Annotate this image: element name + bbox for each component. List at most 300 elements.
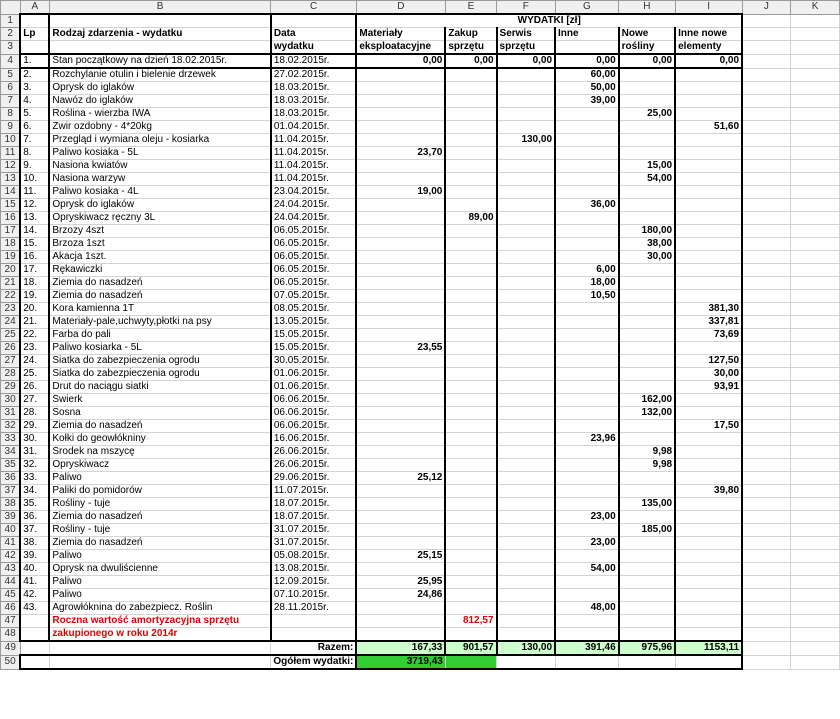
cell-e[interactable]	[445, 381, 496, 394]
cell[interactable]	[791, 563, 840, 576]
cell[interactable]	[742, 212, 791, 225]
cell-b[interactable]: Środek na mszycę	[49, 446, 270, 459]
row-header[interactable]: 3	[1, 41, 21, 55]
cell[interactable]	[791, 459, 840, 472]
cell-h[interactable]	[619, 342, 675, 355]
cell-b[interactable]: Paliwo kosiaka - 5L	[49, 147, 270, 160]
row-header[interactable]: 36	[1, 472, 21, 485]
cell-a[interactable]: 1.	[20, 54, 49, 68]
cell-h[interactable]	[619, 355, 675, 368]
cell-b[interactable]: Kora kamienna 1T	[49, 303, 270, 316]
inne-nowe-header[interactable]: Inne nowe	[675, 28, 742, 41]
select-all-corner[interactable]	[1, 1, 21, 15]
cell-d[interactable]	[356, 602, 445, 615]
cell-a[interactable]: 5.	[20, 108, 49, 121]
cell-h[interactable]	[619, 290, 675, 303]
cell-d[interactable]	[356, 290, 445, 303]
cell[interactable]	[20, 628, 49, 642]
cell[interactable]	[791, 420, 840, 433]
amort-value[interactable]: 812,57	[445, 615, 496, 628]
cell-b[interactable]: Siatka do zabezpieczenia ogrodu	[49, 355, 270, 368]
cell-i[interactable]	[675, 147, 742, 160]
row-header[interactable]: 31	[1, 407, 21, 420]
cell[interactable]	[742, 589, 791, 602]
cell-d[interactable]	[356, 264, 445, 277]
cell-i[interactable]	[675, 602, 742, 615]
cell[interactable]	[742, 511, 791, 524]
cell-e[interactable]	[445, 251, 496, 264]
cell-f[interactable]	[497, 199, 556, 212]
cell[interactable]	[791, 316, 840, 329]
row-header[interactable]: 23	[1, 303, 21, 316]
cell-f[interactable]	[497, 316, 556, 329]
cell[interactable]	[791, 108, 840, 121]
cell-a[interactable]: 34.	[20, 485, 49, 498]
col-header-h[interactable]: H	[619, 1, 675, 15]
cell-h[interactable]	[619, 511, 675, 524]
cell-d[interactable]	[356, 82, 445, 95]
cell-b[interactable]: Brzozy 4szt	[49, 225, 270, 238]
cell-c[interactable]: 06.05.2015r.	[271, 251, 357, 264]
cell-d[interactable]	[356, 316, 445, 329]
row-header[interactable]: 47	[1, 615, 21, 628]
cell-g[interactable]: 48,00	[555, 602, 619, 615]
cell[interactable]	[742, 355, 791, 368]
cell-e[interactable]	[445, 446, 496, 459]
cell[interactable]	[791, 511, 840, 524]
row-header[interactable]: 7	[1, 95, 21, 108]
cell-g[interactable]	[555, 446, 619, 459]
cell-g[interactable]: 50,00	[555, 82, 619, 95]
row-header[interactable]: 48	[1, 628, 21, 642]
cell[interactable]	[791, 433, 840, 446]
cell[interactable]	[791, 264, 840, 277]
row-header[interactable]: 14	[1, 186, 21, 199]
cell-c[interactable]: 01.04.2015r.	[271, 121, 357, 134]
row-header[interactable]: 41	[1, 537, 21, 550]
cell-g[interactable]	[555, 108, 619, 121]
row-header[interactable]: 45	[1, 589, 21, 602]
cell-h[interactable]	[619, 485, 675, 498]
cell-c[interactable]: 07.10.2015r.	[271, 589, 357, 602]
cell[interactable]	[497, 655, 556, 669]
cell-d[interactable]	[356, 563, 445, 576]
cell[interactable]	[49, 641, 270, 655]
cell-c[interactable]: 30.05.2015r.	[271, 355, 357, 368]
cell-f[interactable]	[497, 420, 556, 433]
cell[interactable]	[675, 655, 742, 669]
cell[interactable]	[791, 160, 840, 173]
cell[interactable]	[791, 41, 840, 55]
cell[interactable]	[791, 524, 840, 537]
cell-h[interactable]	[619, 420, 675, 433]
cell-d[interactable]: 25,95	[356, 576, 445, 589]
cell-i[interactable]	[675, 238, 742, 251]
cell[interactable]	[675, 628, 742, 642]
cell-a[interactable]: 32.	[20, 459, 49, 472]
razem-d[interactable]: 167,33	[356, 641, 445, 655]
row-header[interactable]: 28	[1, 368, 21, 381]
row-header[interactable]: 49	[1, 641, 21, 655]
cell-a[interactable]: 13.	[20, 212, 49, 225]
cell-e[interactable]	[445, 420, 496, 433]
cell-d[interactable]	[356, 394, 445, 407]
cell[interactable]	[742, 602, 791, 615]
razem-f[interactable]: 130,00	[497, 641, 556, 655]
cell-g[interactable]: 36,00	[555, 199, 619, 212]
cell[interactable]	[742, 485, 791, 498]
cell-a[interactable]: 41.	[20, 576, 49, 589]
cell-d[interactable]: 24,86	[356, 589, 445, 602]
cell-b[interactable]: Rozchylanie otulin i bielenie drzewek	[49, 68, 270, 82]
cell-f[interactable]	[497, 82, 556, 95]
cell-f[interactable]	[497, 589, 556, 602]
row-header[interactable]: 5	[1, 68, 21, 82]
row-header[interactable]: 42	[1, 550, 21, 563]
cell[interactable]	[742, 641, 791, 655]
cell-f[interactable]	[497, 472, 556, 485]
cell-g[interactable]	[555, 394, 619, 407]
cell-a[interactable]: 35.	[20, 498, 49, 511]
cell-d[interactable]	[356, 511, 445, 524]
cell-f[interactable]	[497, 368, 556, 381]
cell-f[interactable]	[497, 485, 556, 498]
cell-f[interactable]	[497, 446, 556, 459]
row-header[interactable]: 44	[1, 576, 21, 589]
cell-c[interactable]: 06.05.2015r.	[271, 264, 357, 277]
cell-h[interactable]: 30,00	[619, 251, 675, 264]
cell-e[interactable]	[445, 498, 496, 511]
cell-b[interactable]: Brzoza 1szt	[49, 238, 270, 251]
cell-i[interactable]	[675, 550, 742, 563]
cell-b[interactable]: Żwir ozdobny - 4*20kg	[49, 121, 270, 134]
cell-g[interactable]	[555, 407, 619, 420]
cell[interactable]	[742, 316, 791, 329]
cell-c[interactable]: 11.04.2015r.	[271, 160, 357, 173]
cell-h[interactable]	[619, 563, 675, 576]
cell-f[interactable]	[497, 602, 556, 615]
cell-i[interactable]	[675, 173, 742, 186]
cell-a[interactable]: 14.	[20, 225, 49, 238]
cell-e[interactable]	[445, 95, 496, 108]
cell[interactable]	[742, 238, 791, 251]
cell-g[interactable]	[555, 498, 619, 511]
cell-i[interactable]	[675, 82, 742, 95]
rodzaj-header[interactable]: Rodzaj zdarzenia - wydatku	[49, 28, 270, 41]
cell-a[interactable]: 16.	[20, 251, 49, 264]
cell[interactable]	[742, 368, 791, 381]
cell-f[interactable]	[497, 225, 556, 238]
cell-a[interactable]: 8.	[20, 147, 49, 160]
cell-i[interactable]: 17,50	[675, 420, 742, 433]
cell-f[interactable]	[497, 108, 556, 121]
row-header[interactable]: 4	[1, 54, 21, 68]
cell-b[interactable]: Farba do pali	[49, 329, 270, 342]
cell-a[interactable]: 7.	[20, 134, 49, 147]
cell[interactable]	[742, 186, 791, 199]
cell-b[interactable]: Ziemia do nasadzeń	[49, 290, 270, 303]
cell[interactable]	[742, 121, 791, 134]
cell-c[interactable]: 01.06.2015r.	[271, 368, 357, 381]
cell-h[interactable]: 132,00	[619, 407, 675, 420]
cell-e[interactable]	[445, 238, 496, 251]
cell[interactable]	[742, 407, 791, 420]
cell-b[interactable]: Paliki do pomidorów	[49, 485, 270, 498]
zakup-header[interactable]: Zakup	[445, 28, 496, 41]
nowe-header-2[interactable]: rośliny	[619, 41, 675, 55]
cell[interactable]	[791, 394, 840, 407]
cell[interactable]	[791, 147, 840, 160]
cell-b[interactable]: Ziemia do nasadzeń	[49, 537, 270, 550]
cell[interactable]	[791, 537, 840, 550]
cell[interactable]	[791, 212, 840, 225]
cell[interactable]	[49, 14, 270, 28]
cell-b[interactable]: Rośliny - tuje	[49, 524, 270, 537]
cell-e[interactable]	[445, 576, 496, 589]
cell-c[interactable]: 08.05.2015r.	[271, 303, 357, 316]
row-header[interactable]: 10	[1, 134, 21, 147]
cell[interactable]	[791, 28, 840, 41]
cell[interactable]	[742, 329, 791, 342]
cell-b[interactable]: Ziemia do nasadzeń	[49, 420, 270, 433]
cell[interactable]	[742, 524, 791, 537]
cell-i[interactable]	[675, 446, 742, 459]
cell-f[interactable]	[497, 394, 556, 407]
cell-a[interactable]: 31.	[20, 446, 49, 459]
row-header[interactable]: 40	[1, 524, 21, 537]
cell-e[interactable]	[445, 121, 496, 134]
cell-a[interactable]: 17.	[20, 264, 49, 277]
cell-a[interactable]: 26.	[20, 381, 49, 394]
row-header[interactable]: 38	[1, 498, 21, 511]
cell-a[interactable]: 4.	[20, 95, 49, 108]
cell-c[interactable]: 26.06.2015r.	[271, 459, 357, 472]
cell-e[interactable]	[445, 199, 496, 212]
col-header-g[interactable]: G	[555, 1, 619, 15]
cell-f[interactable]	[497, 355, 556, 368]
cell-e[interactable]	[445, 316, 496, 329]
cell-i[interactable]	[675, 394, 742, 407]
cell-a[interactable]: 38.	[20, 537, 49, 550]
cell-c[interactable]: 31.07.2015r.	[271, 524, 357, 537]
cell-i[interactable]	[675, 68, 742, 82]
cell[interactable]	[791, 342, 840, 355]
row-header[interactable]: 43	[1, 563, 21, 576]
cell-f[interactable]	[497, 303, 556, 316]
cell[interactable]	[791, 173, 840, 186]
cell[interactable]	[791, 277, 840, 290]
cell[interactable]	[791, 68, 840, 82]
cell-i[interactable]	[675, 277, 742, 290]
cell[interactable]	[742, 95, 791, 108]
cell[interactable]	[742, 147, 791, 160]
cell-h[interactable]	[619, 212, 675, 225]
cell[interactable]	[742, 108, 791, 121]
cell[interactable]	[742, 472, 791, 485]
cell-f[interactable]	[497, 147, 556, 160]
cell-b[interactable]: Opryskiwacz ręczny 3L	[49, 212, 270, 225]
cell[interactable]	[791, 82, 840, 95]
cell[interactable]	[742, 54, 791, 68]
cell-h[interactable]	[619, 68, 675, 82]
cell[interactable]	[619, 615, 675, 628]
cell-c[interactable]: 16.06.2015r.	[271, 433, 357, 446]
cell-i[interactable]: 39,80	[675, 485, 742, 498]
cell-e[interactable]: 0,00	[445, 54, 496, 68]
cell-e[interactable]	[445, 290, 496, 303]
cell-d[interactable]	[356, 303, 445, 316]
cell-g[interactable]	[555, 459, 619, 472]
cell-g[interactable]: 54,00	[555, 563, 619, 576]
cell-b[interactable]: Paliwo	[49, 472, 270, 485]
cell-d[interactable]	[356, 173, 445, 186]
cell-h[interactable]: 38,00	[619, 238, 675, 251]
cell-h[interactable]: 15,00	[619, 160, 675, 173]
cell[interactable]	[555, 615, 619, 628]
cell-i[interactable]	[675, 212, 742, 225]
cell-g[interactable]: 10,50	[555, 290, 619, 303]
cell-c[interactable]: 11.04.2015r.	[271, 173, 357, 186]
cell[interactable]	[742, 446, 791, 459]
cell[interactable]	[742, 264, 791, 277]
cell[interactable]	[791, 615, 840, 628]
cell-c[interactable]: 01.06.2015r.	[271, 381, 357, 394]
cell-c[interactable]: 29.06.2015r.	[271, 472, 357, 485]
row-header[interactable]: 21	[1, 277, 21, 290]
cell-a[interactable]: 43.	[20, 602, 49, 615]
data-header-2[interactable]: wydatku	[271, 41, 357, 55]
cell[interactable]	[791, 550, 840, 563]
cell-c[interactable]: 18.02.2015r.	[271, 54, 357, 68]
cell-c[interactable]: 11.04.2015r.	[271, 147, 357, 160]
cell-e[interactable]	[445, 264, 496, 277]
cell-g[interactable]	[555, 134, 619, 147]
cell-h[interactable]: 135,00	[619, 498, 675, 511]
cell-a[interactable]: 42.	[20, 589, 49, 602]
cell-h[interactable]	[619, 589, 675, 602]
cell-g[interactable]	[555, 589, 619, 602]
cell-b[interactable]: Stan początkowy na dzień 18.02.2015r.	[49, 54, 270, 68]
cell-g[interactable]: 23,00	[555, 511, 619, 524]
cell-b[interactable]: Świerk	[49, 394, 270, 407]
cell[interactable]	[791, 641, 840, 655]
cell-e[interactable]	[445, 433, 496, 446]
cell-d[interactable]	[356, 134, 445, 147]
cell[interactable]	[742, 28, 791, 41]
cell-g[interactable]: 0,00	[555, 54, 619, 68]
row-header[interactable]: 39	[1, 511, 21, 524]
cell-b[interactable]: Drut do naciągu siatki	[49, 381, 270, 394]
cell-h[interactable]	[619, 472, 675, 485]
cell-c[interactable]: 06.06.2015r.	[271, 394, 357, 407]
cell-i[interactable]: 381,30	[675, 303, 742, 316]
cell-a[interactable]: 6.	[20, 121, 49, 134]
cell-c[interactable]: 06.05.2015r.	[271, 277, 357, 290]
cell[interactable]	[791, 121, 840, 134]
row-header[interactable]: 34	[1, 446, 21, 459]
cell-d[interactable]	[356, 329, 445, 342]
cell-e[interactable]	[445, 160, 496, 173]
cell-f[interactable]	[497, 277, 556, 290]
cell-d[interactable]	[356, 446, 445, 459]
cell-c[interactable]: 23.04.2015r.	[271, 186, 357, 199]
cell-f[interactable]: 0,00	[497, 54, 556, 68]
cell-h[interactable]	[619, 264, 675, 277]
cell-d[interactable]	[356, 433, 445, 446]
cell-g[interactable]	[555, 420, 619, 433]
cell-i[interactable]	[675, 134, 742, 147]
cell-c[interactable]: 15.05.2015r.	[271, 329, 357, 342]
cell[interactable]	[356, 628, 445, 642]
cell-e[interactable]	[445, 173, 496, 186]
zakup-header-2[interactable]: sprzętu	[445, 41, 496, 55]
cell-h[interactable]	[619, 576, 675, 589]
cell-h[interactable]: 54,00	[619, 173, 675, 186]
cell-e[interactable]	[445, 329, 496, 342]
row-header[interactable]: 19	[1, 251, 21, 264]
inne-header[interactable]: Inne	[555, 28, 619, 41]
cell-e[interactable]	[445, 394, 496, 407]
cell[interactable]	[742, 14, 791, 28]
row-header[interactable]: 29	[1, 381, 21, 394]
cell-e[interactable]	[445, 472, 496, 485]
row-header[interactable]: 35	[1, 459, 21, 472]
row-header[interactable]: 22	[1, 290, 21, 303]
cell-i[interactable]: 0,00	[675, 54, 742, 68]
cell[interactable]	[791, 186, 840, 199]
cell-h[interactable]: 185,00	[619, 524, 675, 537]
cell-e[interactable]	[445, 550, 496, 563]
cell-d[interactable]: 23,55	[356, 342, 445, 355]
cell[interactable]	[20, 14, 49, 28]
cell-h[interactable]	[619, 303, 675, 316]
row-header[interactable]: 17	[1, 225, 21, 238]
cell-a[interactable]: 39.	[20, 550, 49, 563]
cell-c[interactable]: 07.05.2015r.	[271, 290, 357, 303]
cell-e[interactable]	[445, 147, 496, 160]
cell[interactable]	[791, 589, 840, 602]
cell-i[interactable]	[675, 108, 742, 121]
cell-e[interactable]	[445, 563, 496, 576]
cell-c[interactable]: 26.06.2015r.	[271, 446, 357, 459]
cell-g[interactable]: 6,00	[555, 264, 619, 277]
cell-e[interactable]	[445, 68, 496, 82]
cell-a[interactable]: 22.	[20, 329, 49, 342]
cell-i[interactable]	[675, 433, 742, 446]
cell[interactable]	[791, 446, 840, 459]
cell[interactable]	[20, 41, 49, 55]
cell-i[interactable]	[675, 524, 742, 537]
cell-f[interactable]	[497, 498, 556, 511]
inne-nowe-header-2[interactable]: elementy	[675, 41, 742, 55]
cell-h[interactable]: 25,00	[619, 108, 675, 121]
ogolem-label[interactable]: Ogółem wydatki:	[271, 655, 357, 669]
cell-f[interactable]	[497, 576, 556, 589]
cell-g[interactable]	[555, 342, 619, 355]
cell[interactable]	[742, 277, 791, 290]
cell-e[interactable]	[445, 82, 496, 95]
cell-e[interactable]	[445, 134, 496, 147]
cell-i[interactable]	[675, 342, 742, 355]
row-header[interactable]: 27	[1, 355, 21, 368]
cell-g[interactable]	[555, 524, 619, 537]
cell-e[interactable]	[445, 225, 496, 238]
cell-c[interactable]: 31.07.2015r.	[271, 537, 357, 550]
cell-e[interactable]	[445, 108, 496, 121]
cell-d[interactable]	[356, 95, 445, 108]
razem-h[interactable]: 975,96	[619, 641, 675, 655]
cell-d[interactable]	[356, 277, 445, 290]
